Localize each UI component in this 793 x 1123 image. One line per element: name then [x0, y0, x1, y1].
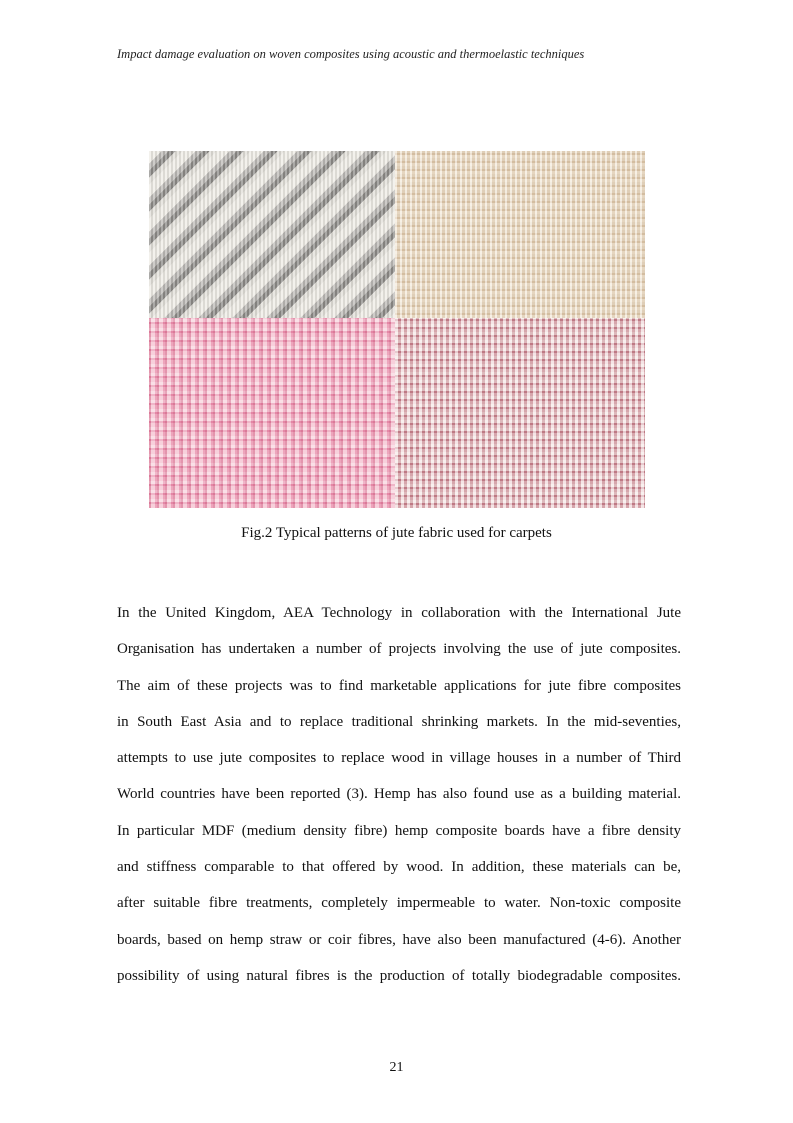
- paragraph-line: possibility of using natural fibres is the production of totally biodegradable composites.: [117, 967, 681, 984]
- page-number: 21: [389, 1060, 404, 1075]
- paragraph-line: and stiffness comparable to that offered by wood. In addition, these materials can be,: [117, 859, 681, 876]
- paragraph-line: in South East Asia and to replace traditional shrinking markets. In the mid-seventies,: [117, 713, 681, 730]
- paragraph-line: World countries have been reported (3). Hemp has also found use as a building material.: [117, 786, 681, 803]
- figure-jute-fabric-patterns: [149, 151, 645, 508]
- paragraph-line: attempts to use jute composites to replace wood in village houses in a number of Third: [117, 750, 681, 767]
- paragraph-line: Organisation has undertaken a number of projects involving the use of jute composites.: [117, 641, 681, 658]
- paragraph-line: boards, based on hemp straw or coir fibres, have also been manufactured (4-6). Another: [117, 931, 681, 948]
- paragraph-line: after suitable fibre treatments, completely impermeable to water. Non-toxic composite: [117, 895, 681, 912]
- running-header: Impact damage evaluation on woven composites using acoustic and thermoelastic techniques: [117, 47, 585, 61]
- fabric-pattern-rose-basket-image: [395, 318, 645, 508]
- paragraph-line: The aim of these projects was to find marketable applications for jute fibre composites: [117, 677, 681, 694]
- paragraph-line: In particular MDF (medium density fibre) hemp composite boards have a fibre density: [117, 822, 681, 839]
- fabric-pattern-beige-plain-image: [395, 151, 645, 318]
- fabric-pattern-grey-twill-image: [149, 151, 395, 318]
- paragraph-line: In the United Kingdom, AEA Technology in collaboration with the International Jute: [117, 605, 681, 621]
- fabric-pattern-pink-image: [149, 318, 395, 508]
- figure-caption: Fig.2 Typical patterns of jute fabric used for carpets: [241, 525, 552, 541]
- body-paragraph: [117, 595, 681, 994]
